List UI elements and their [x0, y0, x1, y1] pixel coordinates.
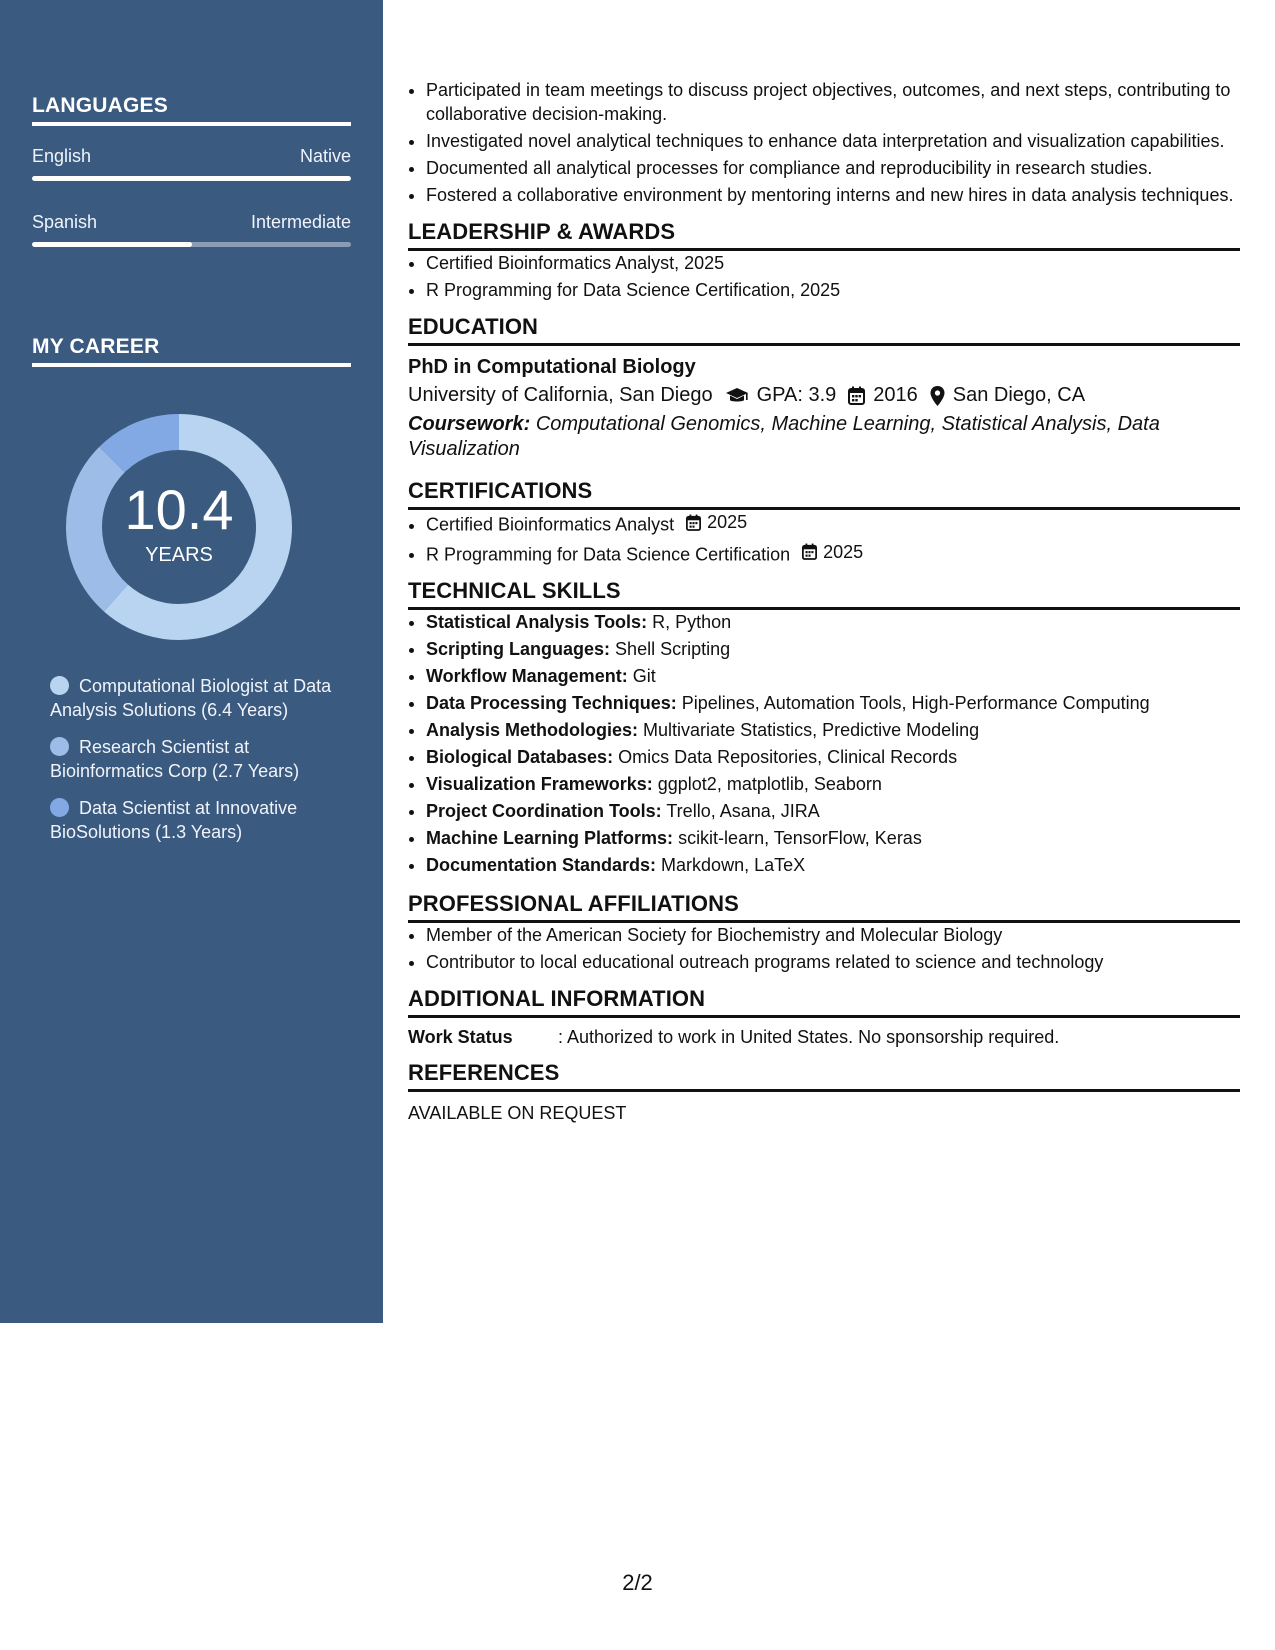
affiliations-list — [408, 923, 1240, 974]
skill-label: Project Coordination Tools: — [426, 801, 662, 821]
skill-value: Shell Scripting — [615, 639, 731, 659]
education-year: 2016 — [873, 384, 918, 406]
affiliations-heading: PROFESSIONAL AFFILIATIONS — [408, 891, 1240, 923]
calendar-icon — [802, 543, 820, 560]
skill-value: Markdown, LaTeX — [661, 855, 806, 875]
skill-label: Data Processing Techniques: — [426, 693, 677, 713]
graduation-cap-icon — [725, 387, 749, 405]
leadership-list — [408, 251, 1240, 302]
language-proficiency-fill — [32, 242, 192, 247]
career-item-label: Data Scientist at Innovative BioSolutions (1.3 Years) — [50, 798, 298, 842]
skill-value: ggplot2, matplotlib, Seaborn — [657, 774, 882, 794]
education-details — [408, 384, 1240, 407]
career-list — [50, 674, 340, 857]
certifications-heading: CERTIFICATIONS — [408, 478, 1240, 510]
work-status-value: : Authorized to work in United States. No sponsorship required. — [558, 1027, 1060, 1047]
career-total-years: 10.4 — [124, 477, 234, 541]
skill-value: scikit-learn, TensorFlow, Keras — [678, 828, 922, 848]
certification-year: 2025 — [823, 541, 864, 562]
education-school: University of California, San Diego — [408, 384, 713, 406]
references-heading: REFERENCES — [408, 1060, 1240, 1092]
skill-label: Analysis Methodologies: — [426, 720, 639, 740]
certification-year: 2025 — [707, 512, 748, 532]
certification-name: R Programming for Data Science Certification — [426, 544, 791, 564]
experience-bullet: • Documented all analytical processes for compliance and reproducibility in research studies. — [426, 156, 1240, 180]
page-number: 2/2 — [622, 1570, 653, 1595]
education-degree: PhD in Computational Biology — [408, 356, 696, 378]
career-years-unit: YEARS — [145, 543, 213, 566]
career-legend-dot — [50, 798, 69, 817]
experience-bullet: • Investigated novel analytical techniques to enhance data interpretation and visualization capabilities. — [426, 129, 1240, 153]
language-list — [32, 146, 351, 247]
career-item-label: Computational Biologist at Data Analysis Solutions (6.4 Years) — [50, 676, 332, 720]
language-row — [32, 146, 351, 167]
experience-bullet: • Fostered a collaborative environment by mentoring interns and new hires in data analysis techniques. — [426, 183, 1240, 207]
education-location: San Diego, CA — [952, 384, 1086, 406]
career-item-label: Research Scientist at Bioinformatics Corp (2.7 Years) — [50, 737, 300, 781]
skill-value: Omics Data Repositories, Clinical Records — [618, 747, 958, 767]
education-heading: EDUCATION — [408, 314, 1240, 346]
skill-value: Trello, Asana, JIRA — [666, 801, 820, 821]
experience-bullet: • Participated in team meetings to discuss project objectives, outcomes, and next steps, contributing to collaborative decision-making. — [426, 78, 1240, 126]
skill-item — [426, 718, 1240, 742]
skill-item — [426, 745, 1240, 769]
skill-item — [426, 664, 1240, 688]
language-level: Native — [299, 146, 351, 166]
language-row — [32, 212, 351, 233]
certification-item — [426, 540, 1240, 567]
skill-label: Visualization Frameworks: — [426, 774, 653, 794]
skill-value: Git — [632, 666, 656, 686]
coursework-list: Computational Genomics, Machine Learning, Statistical Analysis, Data Visualization — [408, 413, 1160, 460]
main-content — [408, 78, 1240, 1124]
donut-center — [66, 414, 292, 640]
career-donut-chart — [66, 414, 292, 640]
skill-label: Statistical Analysis Tools: — [426, 612, 648, 632]
leadership-item: • Certified Bioinformatics Analyst, 2025 — [426, 251, 1240, 275]
calendar-icon — [686, 514, 704, 531]
calendar-icon — [848, 386, 865, 405]
career-heading: MY CAREER — [32, 335, 351, 367]
sidebar — [0, 0, 383, 1323]
education-coursework — [408, 412, 1240, 462]
leadership-heading: LEADERSHIP & AWARDS — [408, 219, 1240, 251]
language-proficiency-bar — [32, 176, 351, 181]
skill-label: Documentation Standards: — [426, 855, 657, 875]
skill-item — [426, 637, 1240, 661]
skill-item — [426, 772, 1240, 796]
skill-item — [426, 799, 1240, 823]
language-proficiency-fill — [32, 176, 351, 181]
skill-label: Machine Learning Platforms: — [426, 828, 674, 848]
education-gpa: GPA: 3.9 — [756, 384, 837, 406]
certification-item — [426, 510, 1240, 537]
skill-label: Workflow Management: — [426, 666, 628, 686]
affiliation-item: • Contributor to local educational outreach programs related to science and technology — [426, 950, 1240, 974]
language-name: Spanish — [32, 212, 98, 232]
skill-item — [426, 853, 1240, 877]
certification-date — [686, 510, 747, 534]
certification-date — [802, 540, 863, 564]
skill-label: Biological Databases: — [426, 747, 614, 767]
skills-heading: TECHNICAL SKILLS — [408, 578, 1240, 610]
coursework-label: Coursework: — [408, 413, 531, 435]
skills-list — [408, 610, 1240, 877]
skill-value: Multivariate Statistics, Predictive Modeling — [643, 720, 980, 740]
skill-item — [426, 691, 1240, 715]
skill-item — [426, 610, 1240, 634]
career-legend-dot — [50, 737, 69, 756]
education-entry — [408, 356, 1240, 462]
leadership-item: • R Programming for Data Science Certification, 2025 — [426, 278, 1240, 302]
skill-value: Pipelines, Automation Tools, High-Performance Computing — [681, 693, 1150, 713]
skill-value: R, Python — [652, 612, 732, 632]
language-level: Intermediate — [250, 212, 351, 232]
work-status-row — [408, 1027, 1240, 1048]
references-text: AVAILABLE ON REQUEST — [408, 1103, 627, 1123]
work-status-label: Work Status — [408, 1027, 513, 1047]
certification-name: Certified Bioinformatics Analyst — [426, 514, 675, 535]
additional-info-heading: ADDITIONAL INFORMATION — [408, 986, 1240, 1018]
skill-item — [426, 826, 1240, 850]
languages-heading: LANGUAGES — [32, 94, 351, 126]
career-item — [50, 735, 340, 783]
certifications-list — [408, 510, 1240, 566]
language-name: English — [32, 146, 92, 166]
career-legend-dot — [50, 676, 69, 695]
languages-section — [32, 94, 351, 247]
career-item — [50, 674, 340, 722]
map-pin-icon — [930, 386, 945, 406]
language-proficiency-bar — [32, 242, 351, 247]
career-section — [32, 335, 351, 367]
career-item — [50, 796, 340, 844]
experience-bullets — [408, 78, 1240, 207]
skill-label: Scripting Languages: — [426, 639, 611, 659]
affiliation-item: • Member of the American Society for Biochemistry and Molecular Biology — [426, 923, 1240, 947]
